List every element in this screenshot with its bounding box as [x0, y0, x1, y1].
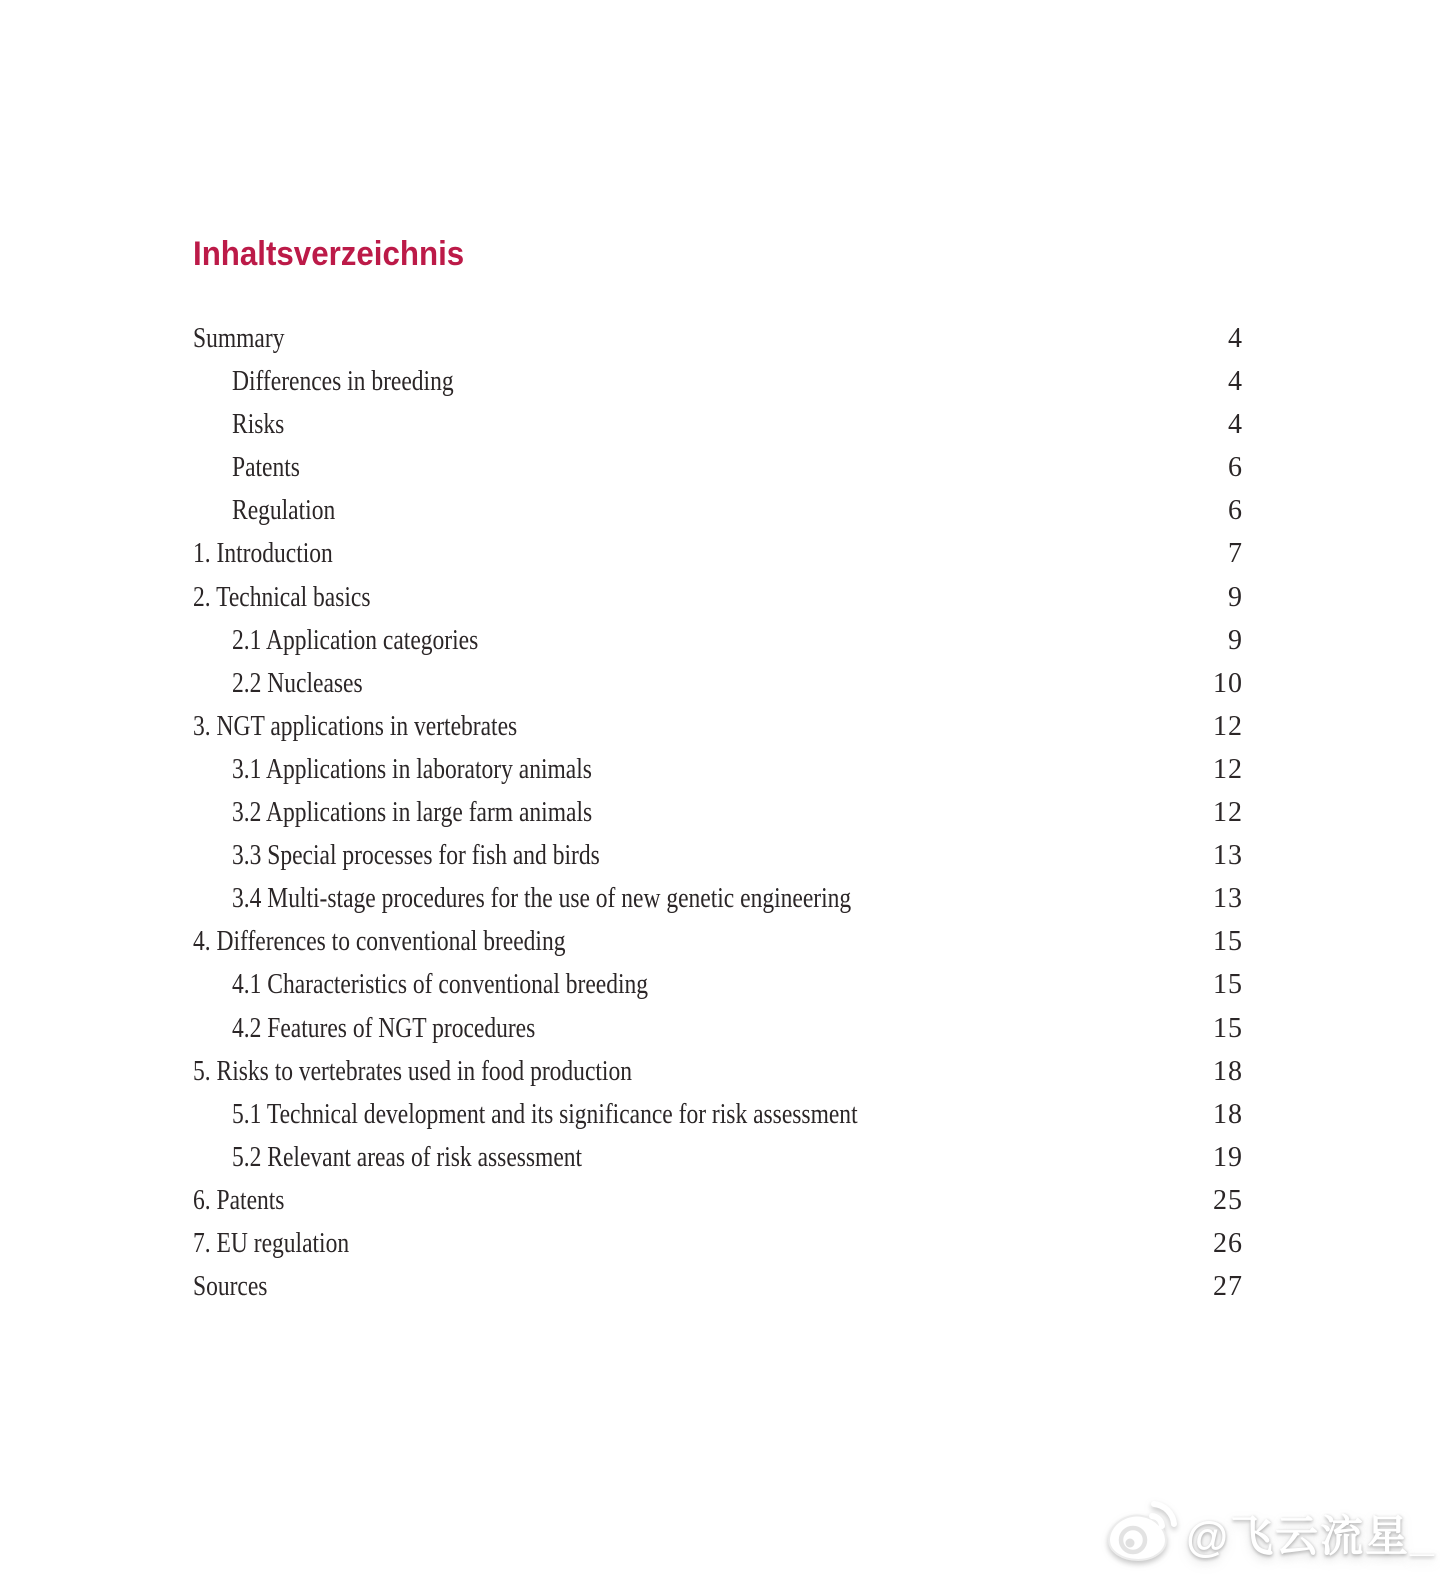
toc-entry[interactable]: [193, 963, 1243, 1006]
toc-entry-page: 4: [1228, 409, 1243, 441]
toc-entry[interactable]: [193, 748, 1243, 791]
toc-entry-page: 6: [1228, 495, 1243, 527]
toc-entry-page: 13: [1213, 840, 1243, 872]
toc-entry[interactable]: [193, 317, 1243, 360]
toc-entry[interactable]: [193, 791, 1243, 834]
toc-entry-label: 2.2 Nucleases: [232, 667, 363, 699]
toc-entry[interactable]: [193, 834, 1243, 877]
toc-entry-label: Sources: [193, 1271, 268, 1303]
toc-entry-label: 3.2 Applications in large farm animals: [232, 797, 593, 829]
page-title: Inhaltsverzeichnis: [193, 235, 465, 273]
toc-entry[interactable]: [193, 1179, 1243, 1222]
toc-entry-page: 19: [1213, 1141, 1243, 1173]
toc-entry-label: 4.1 Characteristics of conventional breeding: [232, 969, 649, 1001]
toc-entry[interactable]: [193, 1265, 1243, 1308]
toc-entry-page: 10: [1213, 667, 1243, 699]
toc-entry-page: 12: [1213, 710, 1243, 742]
toc-entry-page: 9: [1228, 624, 1243, 656]
toc-entry-label: 4.2 Features of NGT procedures: [232, 1012, 536, 1044]
watermark-handle: @飞云流星_: [1186, 1513, 1436, 1561]
toc-entry[interactable]: [193, 662, 1243, 705]
toc-entry-page: 25: [1213, 1184, 1243, 1216]
toc-entry-label: 5.1 Technical development and its significance for risk assessment: [232, 1098, 858, 1130]
toc-entry[interactable]: [193, 705, 1243, 748]
toc-entry-label: 3.4 Multi-stage procedures for the use of new genetic engineering: [232, 883, 852, 915]
toc-entry[interactable]: [193, 1222, 1243, 1265]
toc-entry-label: 4. Differences to conventional breeding: [193, 926, 566, 958]
toc-entry-label: Regulation: [232, 495, 336, 527]
toc-entry[interactable]: [193, 1136, 1243, 1179]
toc-entry[interactable]: [193, 920, 1243, 963]
toc-entry-label: Risks: [232, 409, 285, 441]
toc-entry-label: 7. EU regulation: [193, 1227, 350, 1259]
toc-entry-page: 15: [1213, 1012, 1243, 1044]
toc-entry-page: 15: [1213, 969, 1243, 1001]
toc-entry-page: 12: [1213, 753, 1243, 785]
toc-entry-page: 18: [1213, 1098, 1243, 1130]
toc-entry-page: 13: [1213, 883, 1243, 915]
watermark: [1102, 1499, 1436, 1568]
toc-entry-page: 4: [1228, 323, 1243, 354]
toc-entry-page: 27: [1213, 1271, 1243, 1303]
toc-entry-page: 12: [1213, 797, 1243, 829]
toc-entry-label: 1. Introduction: [193, 538, 333, 570]
toc-entry[interactable]: [193, 1093, 1243, 1136]
toc-entry-label: 5. Risks to vertebrates used in food production: [193, 1055, 632, 1087]
toc-entry[interactable]: [193, 576, 1243, 619]
toc-entry-page: 15: [1213, 926, 1243, 958]
toc-entry[interactable]: [193, 619, 1243, 662]
toc-entry-page: 6: [1228, 452, 1243, 484]
toc-entry[interactable]: [193, 489, 1243, 532]
toc-entry-label: 3.3 Special processes for fish and birds: [232, 840, 600, 872]
toc-entry[interactable]: [193, 877, 1243, 920]
toc-entry-page: 7: [1228, 538, 1243, 570]
toc-entry-label: Summary: [193, 323, 285, 354]
toc-entry[interactable]: [193, 1007, 1243, 1050]
toc-entry-label: 3. NGT applications in vertebrates: [193, 710, 518, 742]
toc-entry-label: 3.1 Applications in laboratory animals: [232, 753, 592, 785]
table-of-contents: [193, 317, 1243, 1308]
toc-entry-label: 5.2 Relevant areas of risk assessment: [232, 1141, 583, 1173]
toc-entry[interactable]: [193, 1050, 1243, 1093]
weibo-icon: [1102, 1499, 1182, 1568]
toc-entry[interactable]: [193, 446, 1243, 489]
toc-entry[interactable]: [193, 360, 1243, 403]
toc-entry-page: 9: [1228, 581, 1243, 613]
toc-entry[interactable]: [193, 532, 1243, 575]
toc-entry-label: 2. Technical basics: [193, 581, 371, 613]
toc-entry-label: Differences in breeding: [232, 366, 454, 398]
toc-entry-page: 26: [1213, 1227, 1243, 1259]
toc-entry-page: 18: [1213, 1055, 1243, 1087]
toc-entry[interactable]: [193, 403, 1243, 446]
toc-entry-label: 6. Patents: [193, 1184, 285, 1216]
toc-entry-label: Patents: [232, 452, 300, 484]
toc-entry-page: 4: [1228, 366, 1243, 398]
toc-entry-label: 2.1 Application categories: [232, 624, 479, 656]
